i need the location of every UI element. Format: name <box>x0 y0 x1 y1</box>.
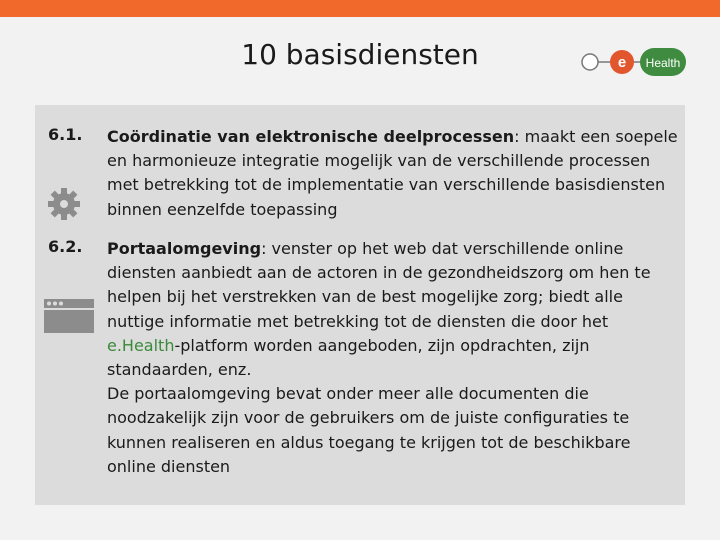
slide-title: 10 basisdiensten <box>241 38 479 71</box>
item-text: : maakt een soepele en harmonieuze integratie mogelijk van de verschillende processen met betrekking tot de implementatie van verschillende basisdiensten binnen eenzelfde toepassing <box>107 127 678 219</box>
item-number: 6.1. <box>48 125 83 144</box>
ehealth-logo <box>578 46 686 78</box>
content-panel <box>35 105 685 505</box>
item-description <box>107 237 679 479</box>
svg-text:Health: Health <box>645 56 681 70</box>
item-description <box>107 125 679 222</box>
browser-window-icon <box>44 299 94 333</box>
svg-text:e: e <box>617 54 627 71</box>
item-text: : venster op het web dat verschillende online diensten aanbiedt aan de actoren in de gezondheidszorg om hen te helpen bij het verstrekken van de best mogelijke zorg; biedt alle nuttige informatie met betrekking tot de diensten die door het <box>107 239 651 331</box>
item-number: 6.2. <box>48 237 83 256</box>
item-term: Coördinatie van elektronische deelprocessen <box>107 127 515 146</box>
gear-icon <box>47 187 81 221</box>
ehealth-link[interactable]: e.Health <box>107 335 175 355</box>
top-accent-bar <box>0 0 720 17</box>
item-term: Portaalomgeving <box>107 239 262 258</box>
item-text-continued: -platform worden aangeboden, zijn opdrachten, zijn standaarden, enz. <box>107 335 590 380</box>
item-paragraph-2: De portaalomgeving bevat onder meer alle documenten die noodzakelijk zijn voor de gebruikers om de juiste configuraties te kunnen realiseren en aldus toegang te krijgen tot de beschikbare online diensten <box>107 384 631 476</box>
